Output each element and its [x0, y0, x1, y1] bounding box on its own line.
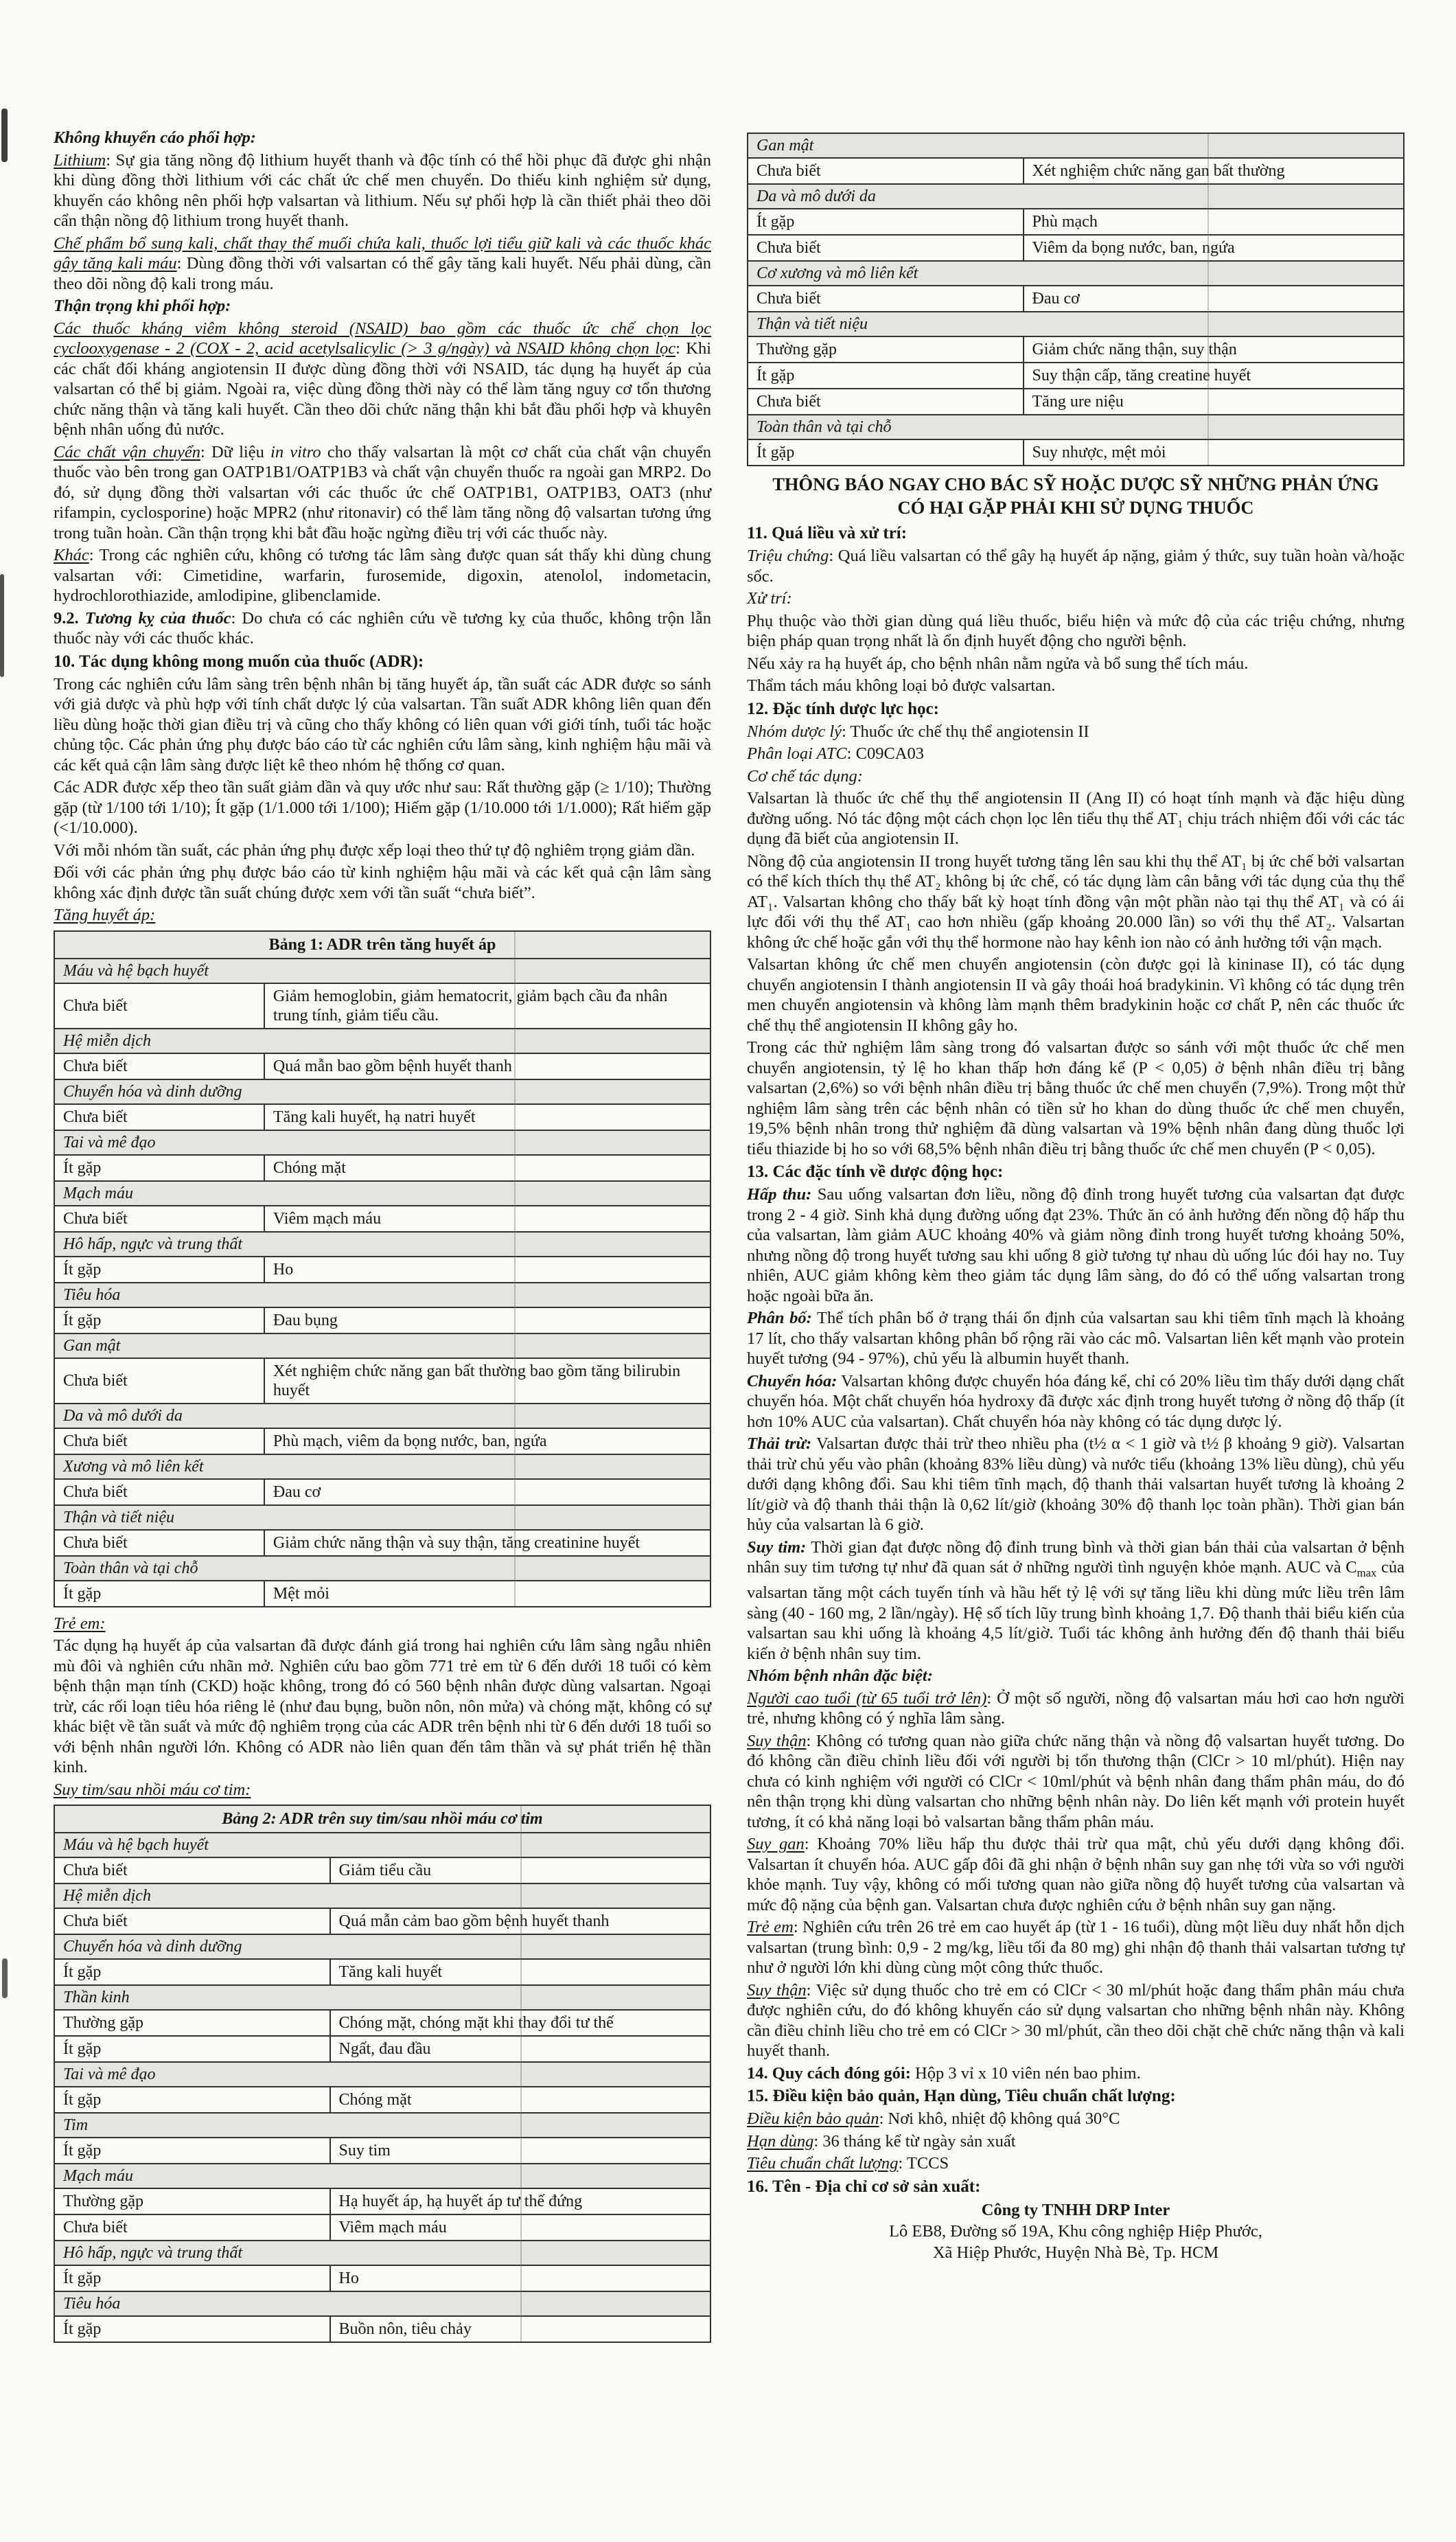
table-section-row [748, 312, 1404, 336]
table-section-row [748, 415, 1404, 439]
adr-cell: Chóng mặt [264, 1155, 710, 1181]
text-run: Điều kiện bảo quản [747, 2109, 879, 2129]
paragraph [747, 2131, 1405, 2152]
text-run: cho thấy valsartan là một cơ chất của chất vận chuyển thuốc vào bên trong gan OATP1B1/OATP1B3 và chất vận chuyển thuốc ra ngoài gan MRP2. Do đó, sử dụng đồng thời valsartan với các thuốc ức chế OATP1B1, OATP1B3, OAT3 (như rifampin, cyclosporine) hoặc MPR2 (như ritonavir) có thể làm tăng nồng độ valsartan tương ứng trong tuần hoàn. Cần thận trọng khi bắt đầu hoặc ngừng điều trị với các thuốc này. [54, 442, 711, 542]
text-run: : Trong các nghiên cứu, không có tương tác lâm sàng được quan sát thấy khi dùng chung valsartan với: Cimetidine, warfarin, furosemide, digoxin, atenolol, indometacin, hydrochlorothiazide, amlodipine, glibenclamide. [54, 546, 711, 605]
text-run: Thận trọng khi phối hợp: [54, 297, 231, 315]
frequency-cell: Ít gặp [748, 363, 1024, 389]
adr-cell: Viêm mạch máu [330, 2214, 710, 2241]
text-run: Tương kỵ của thuốc [84, 608, 231, 628]
table-row [748, 209, 1404, 235]
adr-cell: Quá mẫn cảm bao gồm bệnh huyết thanh [330, 1908, 710, 1934]
paragraph [54, 319, 711, 440]
table-row [54, 1104, 710, 1130]
notice-line: CÓ HẠI GẶP PHẢI KHI SỬ DỤNG THUỐC [897, 497, 1254, 518]
paragraph [54, 1780, 711, 1800]
adr-cell: Suy nhược, mệt mỏi [1024, 439, 1404, 466]
paragraph [54, 1614, 711, 1634]
text-run: Phụ thuộc vào thời gian dùng quá liều thuốc, biểu hiện và mức độ của các triệu chứng, nhưng biện pháp quan trọng nhất là ổn định huyết động cho người bệnh. [747, 611, 1405, 650]
section-heading: 13. Các đặc tính về dược động học: [747, 1163, 1004, 1181]
text-run: : Việc sử dụng thuốc cho trẻ em có ClCr < 30 ml/phút hoặc đang thẩm phân máu chưa được nghiên cứu, do đó không khuyến cáo sử dụng valsartan cho những bệnh nhân này. Không cần điều chỉnh liều cho trẻ em có ClCr > 30 ml/phút, cần theo dõi chặt chẽ chức năng thận và kali huyết thanh. [747, 1980, 1405, 2061]
organ-system-cell: Thận và tiết niệu [54, 1505, 710, 1530]
section-heading: 10. Tác dụng không mong muốn của thuốc (ADR): [54, 652, 424, 671]
frequency-cell: Chưa biết [54, 1358, 264, 1404]
section-heading: 12. Đặc tính dược lực học: [747, 699, 939, 718]
frequency-cell: Ít gặp [54, 2138, 330, 2164]
text-run: Với mỗi nhóm tần suất, các phản ứng phụ được xếp loại theo thứ tự độ nghiêm trọng giảm dần. [54, 840, 695, 860]
scan-artifact [0, 574, 4, 677]
table-row [54, 2010, 710, 2036]
scan-artifact [1, 108, 8, 162]
table-section-row [748, 133, 1404, 158]
section-heading: 11. Quá liều và xử trí: [747, 524, 908, 542]
manufacturer-line: Công ty TNHH DRP Inter [981, 2200, 1170, 2219]
text-run: Nhóm bệnh nhân đặc biệt: [747, 1667, 933, 1686]
table-row [54, 2188, 710, 2214]
table-section-row [54, 959, 710, 983]
table-row [54, 2138, 710, 2164]
table-row [748, 389, 1404, 415]
table-row [54, 2316, 710, 2342]
frequency-cell: Ít gặp [54, 1959, 330, 1985]
adr-cell: Xét nghiệm chức năng gan bất thường [1024, 158, 1404, 184]
frequency-cell: Ít gặp [748, 439, 1024, 466]
table-section-row [54, 1404, 710, 1428]
text-run: : Khi các chất đối kháng angiotensin II được dùng đồng thời với NSAID, tác dụng hạ huyết áp của valsartan có thể bị giảm. Ngoài ra, việc dùng đồng thời này có thể làm tăng nguy cơ tổn thương chức năng thận và tăng kali huyết. Cần theo dõi chức năng thận khi bắt đầu phối hợp và khuyên bệnh nhân uống đủ nước. [54, 339, 711, 439]
paragraph [747, 766, 1405, 787]
text-run: Valsartan không ức chế men chuyển angiotensin (còn được gọi là kininase II), có tác dụng chuyển angiotensin I thành angiotensin II và gây thoái hoá bradykinin. Vì không có tác dụng trên men chuyển angiotensin và không làm mạnh thêm bradykinin hoặc cơ chất P, nên các thuốc ức chế thụ thể angiotensin II không gây ho. [747, 955, 1405, 1035]
frequency-cell: Thường gặp [54, 2188, 330, 2214]
text-run: Chuyển hóa: [747, 1371, 837, 1390]
text-run: : Quá liều valsartan có thể gây hạ huyết áp nặng, giảm ý thức, suy tuần hoàn và/hoặc sốc. [747, 547, 1405, 586]
text-run: Suy thận [747, 1731, 807, 1750]
table-row [54, 983, 710, 1029]
organ-system-cell: Tiêu hóa [54, 1283, 710, 1307]
text-run: Suy tim: [747, 1537, 807, 1557]
text-run: : Ở một số người, nồng độ valsartan máu hơi cao hơn người trẻ, nhưng không có ý nghĩa lâm sàng. [747, 1688, 1405, 1728]
frequency-cell: Ít gặp [54, 1581, 264, 1607]
paragraph [747, 1537, 1405, 1664]
paragraph [747, 1980, 1405, 2061]
organ-system-cell: Tai và mê đạo [54, 2062, 710, 2087]
paragraph [747, 1688, 1405, 1729]
table-row [54, 1581, 710, 1607]
text-run: Đối với các phản ứng phụ được báo cáo từ kinh nghiệm hậu mãi và các kết quả cận lâm sàng không xác định được tần suất chúng được xem với tần suất “chưa biết”. [54, 863, 711, 902]
adr-cell: Giảm hemoglobin, giảm hematocrit, giảm bạch cầu đa nhân trung tính, giảm tiểu cầu. [264, 983, 710, 1029]
table-row [54, 1530, 710, 1556]
text-run: Nhóm dược lý [747, 722, 842, 741]
manufacturer-line: Lô EB8, Đường số 19A, Khu công nghiệp Hiệp Phước, [889, 2221, 1262, 2241]
table-section-row [54, 2113, 710, 2138]
manufacturer-line: Xã Hiệp Phước, Huyện Nhà Bè, Tp. HCM [932, 2243, 1219, 2262]
adr-cell: Quá mẫn bao gồm bệnh huyết thanh [264, 1053, 710, 1079]
text-run: : Không có tương quan nào giữa chức năng thận và nồng độ valsartan huyết tương. Do đó không cần điều chỉnh liều đối với người bị tổn thương thận (ClCr > 10 ml/phút). Hiện nay chưa có kinh nghiệm với người có ClCr < 10ml/phút và bệnh nhân đang thẩm phân máu, do đó nên thận trọng khi dùng valsartan cho những bệnh nhân này. Do liên kết mạnh với protein huyết tương, ít có khả năng loại bỏ valsartan bằng thẩm phân máu. [747, 1731, 1405, 1831]
organ-system-cell: Mạch máu [54, 2164, 710, 2188]
manufacturer-block [747, 2199, 1405, 2263]
adr-cell: Giảm chức năng thận và suy thận, tăng creatinine huyết [264, 1530, 710, 1556]
text-run: Chế phẩm bổ sung kali, chất thay thế muối chứa kali, thuốc lợi tiểu giữ kali và các thuốc khác gây tăng kali máu [54, 233, 711, 273]
table-row [54, 2036, 710, 2062]
adr-cell: Suy thận cấp, tăng creatine huyết [1024, 363, 1404, 389]
text-run: của valsartan tăng một cách tuyến tính và hầu hết tỷ lệ với sự tăng liều khi dùng mức liều trên lâm sàng (40 - 160 mg, 2 lần/ngày). Hệ số tích lũy trung bình khoảng 1,7. Độ thanh thải biểu kiến của valsartan sau khi uống là khoảng 4,5 lít/giờ. Tuổi tác không ảnh hưởng đến độ thanh thải biểu kiến ở bệnh nhân suy tim. [747, 1558, 1405, 1663]
adr-cell: Đau bụng [264, 1307, 710, 1333]
text-run: Thải trừ: [747, 1434, 812, 1453]
table-row [54, 2087, 710, 2113]
table-section-row [54, 1079, 710, 1104]
organ-system-cell: Tai và mê đạo [54, 1130, 710, 1155]
text-run: : Thuốc ức chế thụ thể angiotensin II [842, 722, 1089, 741]
text-run: : Do chưa có các nghiên cứu về tương kỵ của thuốc, không trộn lẫn thuốc này với các thuốc khác. [54, 608, 711, 648]
frequency-cell: Chưa biết [54, 1428, 264, 1454]
paragraph [747, 2153, 1405, 2174]
paragraph [54, 296, 711, 317]
frequency-cell: Chưa biết [54, 2214, 330, 2241]
paragraph [747, 1434, 1405, 1535]
organ-system-cell: Cơ xương và mô liên kết [748, 261, 1404, 286]
table-section-row [54, 1454, 710, 1479]
adr-cell: Buồn nôn, tiêu chảy [330, 2316, 710, 2342]
frequency-cell: Chưa biết [748, 158, 1024, 184]
scan-artifact [2, 1958, 8, 1998]
section-heading: 16. Tên - Địa chỉ cơ sở sản xuất: [747, 2177, 981, 2196]
paragraph [747, 2063, 1405, 2084]
paragraph [747, 954, 1405, 1035]
paragraph [54, 545, 711, 606]
frequency-cell: Chưa biết [54, 1908, 330, 1934]
frequency-cell: Ít gặp [54, 2087, 330, 2113]
table-section-row [54, 1130, 710, 1155]
paragraph [747, 611, 1405, 652]
table-row [54, 1206, 710, 1232]
text-run: Khác [54, 546, 89, 564]
table-row [748, 439, 1404, 466]
text-run: Xử trí: [747, 589, 792, 608]
text-run: Suy tim/sau nhồi máu cơ tim: [54, 1780, 251, 1799]
organ-system-cell: Hệ miễn dịch [54, 1029, 710, 1053]
organ-system-cell: Da và mô dưới da [54, 1404, 710, 1428]
frequency-cell: Ít gặp [54, 1257, 264, 1283]
frequency-cell: Ít gặp [54, 2036, 330, 2062]
table-row [54, 1053, 710, 1079]
organ-system-cell: Toàn thân và tại chỗ [748, 415, 1404, 439]
frequency-cell: Chưa biết [748, 286, 1024, 312]
table-section-row [54, 1029, 710, 1053]
text-run: Trẻ em: [54, 1614, 106, 1633]
frequency-cell: Thường gặp [54, 2010, 330, 2036]
text-run: Nồng độ của angiotensin II trong huyết tương tăng lên sau khi thụ thể AT₁ bị ức chế bởi valsartan có thể kích thích thụ thể AT₂ không bị ức chế, có tác dụng làm cân bằng với tác dụng của thụ thể AT₁. Valsartan không cho thấy bất kỳ hoạt tính đồng vận một phần nào tại thụ thể AT₁ và có ái lực đối với thụ thể AT₁ cao hơn nhiều (gấp khoảng 20.000 lần) so với thụ thể AT₂. Valsartan không ức chế hoặc gắn với thụ thể hormone nào hay kênh ion nào có ảnh hưởng tới vận mạch. [747, 851, 1405, 952]
notice-line: THÔNG BÁO NGAY CHO BÁC SỸ HOẶC DƯỢC SỸ NHỮNG PHẢN ỨNG [772, 474, 1379, 494]
paragraph [747, 1184, 1405, 1306]
table-row [748, 363, 1404, 389]
right-column [747, 128, 1405, 2265]
text-run: 14. Quy cách đóng gói: [747, 2063, 911, 2083]
text-run: Tác dụng hạ huyết áp của valsartan đã được đánh giá trong hai nghiên cứu lâm sàng ngẫu nhiên mù đôi và nghiên cứu nhãn mở. Nghiên cứu bao gồm 771 trẻ em từ 6 đến dưới 18 tuổi có kèm bệnh thận mạn tính (CKD) hoặc không, trong đó có 560 bệnh nhân được dùng valsartan. Ngoại trừ, các rối loạn tiêu hóa riêng lẻ (như đau bụng, buồn nôn, nôn mửa) và chóng mặt, không có sự khác biệt về tần suất và mức độ nghiêm trọng của các ADR trên bệnh nhi từ 6 đến dưới 18 tuổi so với bệnh nhân người lớn. Không có ADR nào liên quan đến tâm thần và sự phát triển hệ thần kinh. [54, 1636, 711, 1776]
text-run: in vitro [270, 442, 321, 461]
adr-table [747, 133, 1405, 466]
table-section-row [54, 1333, 710, 1358]
adr-cell: Ho [330, 2265, 710, 2291]
adr-cell: Viêm mạch máu [264, 1206, 710, 1232]
paragraph [747, 2109, 1405, 2129]
table-section-row [54, 2291, 710, 2316]
organ-system-cell: Toàn thân và tại chỗ [54, 1556, 710, 1581]
adr-table-wrap [747, 133, 1405, 466]
table-section-row [54, 1833, 710, 1857]
text-run: : Nghiên cứu trên 26 trẻ em cao huyết áp (từ 1 - 16 tuổi), dùng một liều duy nhất hỗn dịch valsartan (trung bình: 0,9 - 2 mg/kg, liều tối đa 80 mg) ghi nhận độ thanh thải valsartan tương tự như ở người lớn khi dùng cùng một công thức thuốc. [747, 1918, 1405, 1978]
organ-system-cell: Gan mật [54, 1333, 710, 1358]
frequency-cell: Ít gặp [54, 2265, 330, 2291]
paragraph [747, 1308, 1405, 1369]
text-run: Nếu xảy ra hạ huyết áp, cho bệnh nhân nằm ngửa và bổ sung thể tích máu. [747, 654, 1249, 673]
section-heading: 15. Điều kiện bảo quản, Hạn dùng, Tiêu chuẩn chất lượng: [747, 2087, 1176, 2106]
table-row [54, 1479, 710, 1505]
frequency-cell: Ít gặp [54, 1307, 264, 1333]
text-run: : TCCS [898, 2154, 949, 2173]
text-run: Tăng huyết áp: [54, 906, 156, 924]
adr-cell: Mệt mỏi [264, 1581, 710, 1607]
adr-table-wrap [54, 1805, 711, 2343]
paragraph [747, 1038, 1405, 1159]
text-run: Phân bố: [747, 1309, 812, 1327]
paragraph [54, 128, 711, 148]
table-section-row [54, 2164, 710, 2188]
text-run: : Dùng đồng thời với valsartan có thể gây tăng kali huyết. Nếu phải dùng, cần theo dõi nồng độ kali trong máu. [54, 254, 711, 293]
adr-cell: Tăng kali huyết, hạ natri huyết [264, 1104, 710, 1130]
paragraph [747, 1834, 1405, 1915]
adr-cell: Chóng mặt, chóng mặt khi thay đổi tư thế [330, 2010, 710, 2036]
paragraph [747, 1666, 1405, 1686]
table-section-row [54, 1934, 710, 1959]
text-run: Các ADR được xếp theo tần suất giảm dần và quy ước như sau: Rất thường gặp (≥ 1/10); Thường gặp (từ 1/100 tới 1/10); Ít gặp (1/1.000 tới 1/100); Hiếm gặp (1/10.000 tới 1/1.000); Rất hiếm gặp (<1/10.000). [54, 778, 711, 837]
organ-system-cell: Xương và mô liên kết [54, 1454, 710, 1479]
adr-cell: Tăng ure niệu [1024, 389, 1404, 415]
table-title-row [54, 1805, 710, 1833]
paragraph [54, 840, 711, 861]
organ-system-cell: Da và mô dưới da [748, 184, 1404, 209]
adr-cell: Giảm chức năng thận, suy thận [1024, 336, 1404, 363]
text-run: Không khuyến cáo phối hợp: [54, 128, 256, 147]
organ-system-cell: Chuyển hóa và dinh dưỡng [54, 1934, 710, 1959]
paragraph [54, 608, 711, 649]
text-run: 9.2. [54, 608, 85, 628]
frequency-cell: Chưa biết [54, 1479, 264, 1505]
table-row [54, 2214, 710, 2241]
table-section-row [54, 1883, 710, 1908]
text-run: Cơ chế tác dụng: [747, 766, 863, 786]
text-run: : 36 tháng kể từ ngày sản xuất [813, 2131, 1016, 2151]
organ-system-cell: Máu và hệ bạch huyết [54, 1833, 710, 1857]
table-section-row [54, 1181, 710, 1206]
text-run: : Dữ liệu [200, 442, 271, 461]
text-run: Valsartan không được chuyển hóa đáng kể, chỉ có 20% liều tìm thấy dưới dạng chất chuyển hóa. Một chất chuyển hóa hydroxy đã được xác định trong huyết tương ở nồng độ thấp (ít hơn 10% AUC của valsartan). Chất chuyển hóa này không có tác dụng dược lý. [747, 1371, 1405, 1431]
paragraph [747, 851, 1405, 953]
table-section-row [54, 1556, 710, 1581]
table-section-row [748, 184, 1404, 209]
text-run: Hạn dùng [747, 2131, 814, 2151]
text-run: Valsartan được thải trừ theo nhiều pha (t½ α < 1 giờ và t½ β khoảng 9 giờ). Valsartan thải trừ chủ yếu vào phân (khoảng 83% liều dùng) và nước tiểu (khoảng 13% liều dùng), chủ yếu dưới dạng không đổi. Sau khi tiêm tĩnh mạch, độ thanh thải valsartan huyết tương là khoảng 2 lít/giờ và độ thanh thải thận là 0,62 lít/giờ (khoảng 30% độ thanh lọc toàn phần). Thời gian bán hủy của valsartan là 6 giờ. [747, 1434, 1405, 1534]
table-row [54, 1257, 710, 1283]
table-section-row [54, 1232, 710, 1257]
paragraph [747, 546, 1405, 586]
frequency-cell: Chưa biết [54, 1857, 330, 1883]
table-row [54, 1857, 710, 1883]
text-run: : Sự gia tăng nồng độ lithium huyết thanh và độc tính có thể hồi phục đã được ghi nhận khi dùng đồng thời lithium với các chất ức chế men chuyển. Do thiếu kinh nghiệm sử dụng, khuyến cáo không nên phối hợp valsartan và lithium. Nếu sự phối hợp là cần thiết phải theo dõi cẩn thận nồng độ lithium trong huyết thanh. [54, 150, 711, 230]
table-row [748, 336, 1404, 363]
adr-cell: Giảm tiểu cầu [330, 1857, 710, 1883]
paragraph [747, 788, 1405, 849]
adr-cell: Ho [264, 1257, 710, 1283]
paragraph [54, 442, 711, 544]
organ-system-cell: Gan mật [748, 133, 1404, 158]
text-run: Hộp 3 vỉ x 10 viên nén bao phim. [910, 2063, 1141, 2083]
text-run: : C09CA03 [846, 744, 924, 763]
table-section-row [54, 1505, 710, 1530]
paragraph [747, 744, 1405, 764]
adr-table-wrap [54, 930, 711, 1607]
table-section-row [748, 261, 1404, 286]
text-run: Trong các thử nghiệm lâm sàng trong đó valsartan được so sánh với một thuốc ức chế men chuyển angiotensin, tỷ lệ ho khan thấp hơn đáng kể (P < 0,05) ở bệnh nhân điều trị bằng valsartan (2,6%) so với bệnh nhân điều trị bằng thuốc ức chế men chuyển (7,9%). Trong một thử nghiệm lâm sàng trên các bệnh nhân có tiền sử ho khan do dùng thuốc ức chế men chuyển, 19,5% bệnh nhân trong thử nghiệm đã dùng valsartan và 19% bệnh nhân đang dùng thuốc lợi tiểu thiazide bị ho so với 68,5% bệnh nhân điều trị bằng thuốc ức chế men chuyển (P < 0,05). [747, 1038, 1405, 1158]
organ-system-cell: Thận và tiết niệu [748, 312, 1404, 336]
frequency-cell: Ít gặp [748, 209, 1024, 235]
paragraph [747, 676, 1405, 696]
organ-system-cell: Chuyển hóa và dinh dưỡng [54, 1079, 710, 1104]
text-run: Trẻ em [747, 1918, 794, 1937]
text-run: Trong các nghiên cứu lâm sàng trên bệnh nhân bị tăng huyết áp, tần suất các ADR được so sánh với giả dược và phù hợp với tính chất dược lý của valsartan. Tần suất ADR không liên quan đến liều dùng hoặc thời gian điều trị và cũng cho thấy không có liên quan với giới tính, tuổi tác hoặc chủng tộc. Các phản ứng phụ được báo cáo từ các nghiên cứu lâm sàng, kinh nghiệm hậu mãi và các kết quả cận lâm sàng được liệt kê theo nhóm hệ thống cơ quan. [54, 674, 711, 775]
paragraph [747, 588, 1405, 609]
text-run: Valsartan là thuốc ức chế thụ thể angiotensin II (Ang II) có hoạt tính mạnh và đặc hiệu dùng đường uống. Nó tác động một cách chọn lọc lên tiểu thụ thể AT₁ chịu trách nhiệm đối với các tác dụng đã biết của angiotensin II. [747, 789, 1405, 848]
table-row [54, 1307, 710, 1333]
adr-cell: Phù mạch, viêm da bọng nước, ban, ngứa [264, 1428, 710, 1454]
table-row [54, 2265, 710, 2291]
paragraph [54, 1636, 711, 1778]
text-run: Lithium [54, 150, 106, 170]
paragraph [54, 233, 711, 295]
adr-cell: Suy tim [330, 2138, 710, 2164]
paragraph [54, 777, 711, 838]
text-run: Triệu chứng [747, 547, 829, 565]
text-run: Sau uống valsartan đơn liều, nồng độ đỉnh trong huyết tương của valsartan đạt được trong 2 - 4 giờ. Sinh khả dụng đường uống đạt 23%. Thức ăn có ảnh hưởng đến nồng độ hấp thu của valsartan, làm giảm AUC khoảng 40% và giảm nồng đỉnh trong huyết tương khoảng 50%, nhưng nồng độ trong huyết tương sau khi uống 8 giờ tương tự nhau dù uống lúc đói hay no. Tuy nhiên, AUC giảm không kèm theo giảm tác dụng lâm sàng, do đó có thể uống valsartan trong hoặc ngoài bữa ăn. [747, 1185, 1405, 1305]
frequency-cell: Chưa biết [748, 389, 1024, 415]
paragraph [54, 905, 711, 926]
organ-system-cell: Hệ miễn dịch [54, 1883, 710, 1908]
organ-system-cell: Mạch máu [54, 1181, 710, 1206]
paragraph [747, 1917, 1405, 1978]
organ-system-cell: Hô hấp, ngực và trung thất [54, 1232, 710, 1257]
frequency-cell: Thường gặp [748, 336, 1024, 363]
adr-cell: Chóng mặt [330, 2087, 710, 2113]
text-run: Các thuốc kháng viêm không steroid (NSAID) bao gồm các thuốc ức chế chọn lọc cyclooxygenase - 2 (COX - 2, acid acetylsalicylic (> 3 g/ngày) và NSAID không chọn lọc [54, 319, 711, 358]
frequency-cell: Ít gặp [54, 2316, 330, 2342]
frequency-cell: Chưa biết [54, 1530, 264, 1556]
frequency-cell: Chưa biết [54, 1104, 264, 1130]
table-title-cell: Bảng 2: ADR trên suy tim/sau nhồi máu cơ tim [54, 1805, 710, 1833]
table-row [748, 286, 1404, 312]
table-row [54, 1358, 710, 1404]
text-run: max [1356, 1566, 1377, 1579]
table-title-row [54, 931, 710, 959]
paragraph [747, 1731, 1405, 1833]
frequency-cell: Ít gặp [54, 1155, 264, 1181]
organ-system-cell: Máu và hệ bạch huyết [54, 959, 710, 983]
adr-table [54, 930, 711, 1607]
table-row [54, 1155, 710, 1181]
frequency-cell: Chưa biết [54, 1206, 264, 1232]
notice-heading [747, 472, 1405, 519]
organ-system-cell: Hô hấp, ngực và trung thất [54, 2241, 710, 2265]
adr-cell: Hạ huyết áp, hạ huyết áp tư thế đứng [330, 2188, 710, 2214]
text-run: Thời gian đạt được nồng độ đỉnh trung bình và thời gian bán thải của valsartan ở bệnh nhân suy tim tương tự như đã quan sát ở những người tình nguyện khỏe mạnh. AUC và C [747, 1537, 1405, 1577]
organ-system-cell: Tim [54, 2113, 710, 2138]
adr-cell: Đau cơ [1024, 286, 1404, 312]
text-run: Phân loại ATC [747, 744, 847, 763]
text-run: Hấp thu: [747, 1185, 812, 1204]
table-row [748, 235, 1404, 261]
text-run: : Nơi khô, nhiệt độ không quá 30°C [879, 2109, 1120, 2129]
paragraph [747, 1371, 1405, 1432]
paragraph [747, 654, 1405, 674]
text-run: Người cao tuổi (từ 65 tuổi trở lên) [747, 1688, 987, 1708]
text-run: Suy gan [747, 1835, 805, 1854]
frequency-cell: Chưa biết [748, 235, 1024, 261]
table-title-cell: Bảng 1: ADR trên tăng huyết áp [54, 931, 710, 959]
text-run: Suy thận [747, 1980, 807, 2000]
table-section-row [54, 1283, 710, 1307]
text-run: Các chất vận chuyển [54, 442, 200, 461]
text-run: Thể tích phân bố ở trạng thái ổn định của valsartan sau khi tiêm tĩnh mạch là khoảng 17 lít, cho thấy valsartan không phân bố rộng rãi vào các mô. Valsartan liên kết mạnh vào protein huyết tương (94 - 97%), chủ yếu là albumin huyết thanh. [747, 1309, 1405, 1368]
paragraph [54, 150, 711, 231]
table-row [54, 1428, 710, 1454]
paragraph [747, 722, 1405, 742]
adr-cell: Tăng kali huyết [330, 1959, 710, 1985]
table-section-row [54, 2062, 710, 2087]
text-run: Tiêu chuẩn chất lượng [747, 2154, 899, 2173]
left-column [54, 128, 711, 2349]
organ-system-cell: Thần kinh [54, 1985, 710, 2010]
adr-table [54, 1805, 711, 2343]
text-run: : Khoảng 70% liều hấp thu được thải trừ qua mật, chủ yếu dưới dạng không đổi. Valsartan ít chuyển hóa. AUC gấp đôi đã ghi nhận ở bệnh nhân suy gan nhẹ tới vừa so với người khỏe mạnh. Tuy vậy, không có mối tương quan nào giữa nồng độ huyết tương của valsartan và mức độ nặng của bệnh gan. Valsartan chưa được nghiên cứu ở bệnh nhân suy gan nặng. [747, 1835, 1405, 1914]
organ-system-cell: Tiêu hóa [54, 2291, 710, 2316]
frequency-cell: Chưa biết [54, 983, 264, 1029]
adr-cell: Viêm da bọng nước, ban, ngứa [1024, 235, 1404, 261]
table-row [748, 158, 1404, 184]
adr-cell: Đau cơ [264, 1479, 710, 1505]
adr-cell: Ngất, đau đầu [330, 2036, 710, 2062]
table-section-row [54, 2241, 710, 2265]
adr-cell: Phù mạch [1024, 209, 1404, 235]
table-section-row [54, 1985, 710, 2010]
text-run: Thẩm tách máu không loại bỏ được valsartan. [747, 676, 1056, 695]
adr-cell: Xét nghiệm chức năng gan bất thường bao gồm tăng bilirubin huyết [264, 1358, 710, 1404]
paragraph [54, 674, 711, 776]
paragraph [54, 862, 711, 903]
frequency-cell: Chưa biết [54, 1053, 264, 1079]
table-row [54, 1959, 710, 1985]
table-row [54, 1908, 710, 1934]
